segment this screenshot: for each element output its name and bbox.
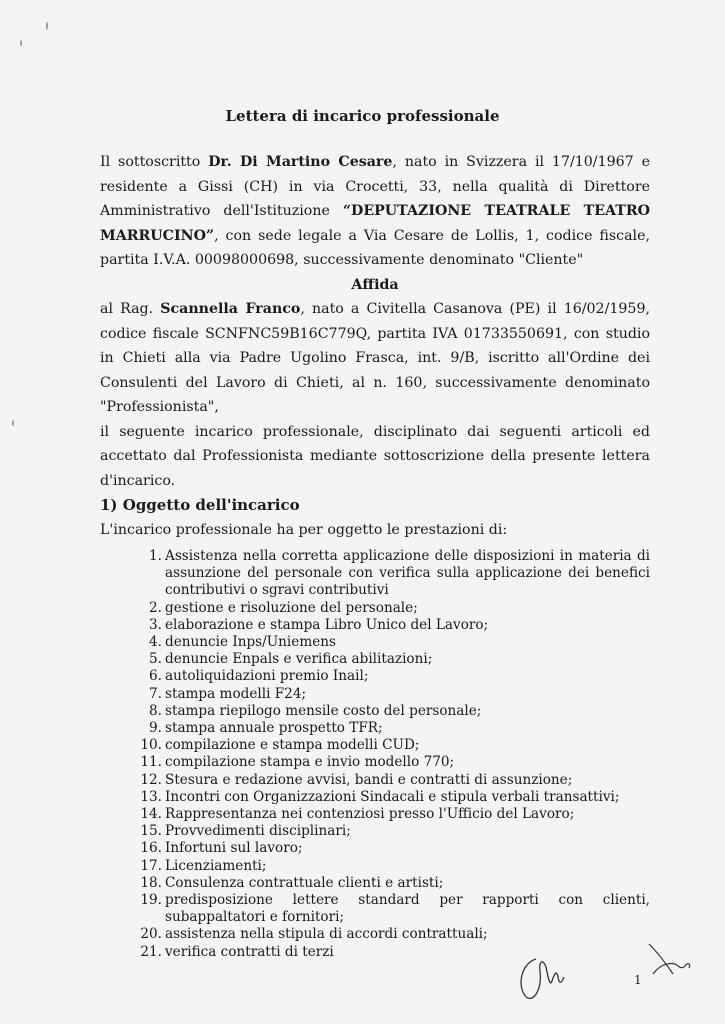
- scan-speck: [12, 420, 14, 426]
- list-item-number: 1.: [149, 548, 162, 564]
- list-item-text: compilazione stampa e invio modello 770;: [165, 754, 455, 771]
- intro-text: , nato in Svizzera il 17/10/1967 e residente a Gissi (CH) in via Crocetti, 33, nella qualità di Direttore Amministrativo dell'Istituzione: [100, 154, 650, 219]
- list-item-text: compilazione e stampa modelli CUD;: [165, 737, 420, 754]
- list-item: [100, 823, 650, 840]
- list-item-text: predisposizione lettere standard per rapporti con clienti, subappaltatori e fornitori;: [165, 892, 650, 926]
- client-name: Dr. Di Martino Cesare: [208, 154, 393, 170]
- intro-text: Il sottoscritto: [100, 154, 209, 170]
- list-item-text: assistenza nella stipula di accordi contrattuali;: [165, 926, 488, 943]
- scan-speck: [46, 22, 48, 30]
- list-item-text: Assistenza nella corretta applicazione delle disposizioni in materia di assunzione del personale con verifica sulla applicazione dei benefici contributivi o sgravi contributivi: [165, 548, 650, 599]
- list-item-text: elaborazione e stampa Libro Unico del Lavoro;: [165, 616, 489, 633]
- list-item-text: Rappresentanza nei contenziosi presso l'Ufficio del Lavoro;: [165, 806, 575, 823]
- professional-name: Scannella Franco: [160, 301, 301, 317]
- list-item-number: 13.: [140, 788, 162, 805]
- list-item: [100, 600, 650, 617]
- list-item-number: 8.: [149, 702, 162, 719]
- list-item-text: Infortuni sul lavoro;: [165, 840, 303, 857]
- list-item-text: verifica contratti di terzi: [165, 943, 334, 960]
- list-item-text: stampa riepilogo mensile costo del personale;: [165, 702, 482, 719]
- list-item-number: 10.: [140, 737, 162, 754]
- list-item-number: 15.: [140, 823, 162, 840]
- scan-speck: [20, 40, 22, 46]
- list-item-number: 3.: [149, 616, 162, 633]
- list-item-text: denuncie Enpals e verifica abilitazioni;: [165, 651, 433, 668]
- list-item: [100, 892, 650, 926]
- initials-mark: [645, 940, 695, 985]
- assignment-paragraph: il seguente incarico professionale, disciplinato dai seguenti articoli ed accettato dal Professionista mediante sottoscrizione della presente lettera d'incarico.: [100, 423, 650, 489]
- list-item-number: 19.: [140, 892, 162, 909]
- list-item-number: 9.: [149, 720, 162, 737]
- document-body: [100, 150, 650, 961]
- list-item-text: gestione e risoluzione del personale;: [165, 599, 418, 616]
- list-item-text: Provvedimenti disciplinari;: [165, 823, 351, 840]
- list-item-number: 2.: [149, 599, 162, 616]
- list-item: [100, 875, 650, 892]
- list-item-number: 16.: [140, 840, 162, 857]
- list-item-number: 7.: [149, 685, 162, 702]
- professional-paragraph: [100, 297, 650, 420]
- list-item-text: stampa annuale prospetto TFR;: [165, 720, 383, 737]
- list-item-number: 18.: [140, 874, 162, 891]
- list-item-number: 4.: [149, 634, 162, 651]
- para-text: al Rag.: [100, 301, 161, 317]
- list-item-number: 17.: [140, 857, 162, 874]
- list-item-text: denuncie Inps/Uniemens: [165, 634, 336, 651]
- page-number: 1: [634, 973, 642, 987]
- para-text: , nato a Civitella Casanova (PE) il 16/02/1959, codice fiscale SCNFNC59B16C779Q, partita IVA 01733550691, con studio in Chieti alla via Padre Ugolino Frasca, int. 9/B, iscritto all'Ordine dei Consulenti del Lavoro di Chieti, al n. 160, successivamente denominato "Professionista",: [100, 301, 650, 415]
- list-item: [100, 651, 650, 668]
- list-item: [100, 772, 650, 789]
- affida-heading: Affida: [351, 276, 399, 293]
- list-item: [100, 703, 650, 720]
- document-title: Lettera di incarico professionale: [225, 107, 500, 125]
- list-item: [100, 754, 650, 771]
- section-intro: L'incarico professionale ha per oggetto le prestazioni di:: [100, 521, 508, 538]
- list-item-text: Consulenza contrattuale clienti e artisti;: [165, 874, 444, 891]
- list-item: [100, 668, 650, 685]
- list-item-text: Incontri con Organizzazioni Sindacali e stipula verbali transattivi;: [165, 788, 620, 805]
- list-item-number: 21.: [140, 943, 162, 960]
- list-item: [100, 686, 650, 703]
- list-item-number: 6.: [149, 668, 162, 685]
- list-item: [100, 806, 650, 823]
- list-item: [100, 926, 650, 943]
- list-item: [100, 858, 650, 875]
- list-item-text: Stesura e redazione avvisi, bandi e contratti di assunzione;: [165, 771, 573, 788]
- list-item: [100, 548, 650, 600]
- list-item: [100, 840, 650, 857]
- list-item: [100, 737, 650, 754]
- list-item: [100, 720, 650, 737]
- list-item-number: 14.: [140, 806, 162, 823]
- intro-text: , con sede legale a Via Cesare de Lollis, 1, codice fiscale, partita I.V.A. 00098000698, successivamente denominato "Cliente": [100, 227, 650, 268]
- list-item-number: 5.: [149, 651, 162, 668]
- list-item-text: stampa modelli F24;: [165, 685, 307, 702]
- list-item-number: 20.: [140, 926, 162, 943]
- list-item-text: autoliquidazioni premio Inail;: [165, 668, 369, 685]
- intro-paragraph: [100, 150, 650, 273]
- list-item-text: Licenziamenti;: [165, 857, 267, 874]
- list-item: [100, 789, 650, 806]
- organization-name: “DEPUTAZIONE TEATRALE TEATRO MARRUCINO”: [100, 203, 650, 244]
- section-heading: 1) Oggetto dell'incarico: [100, 496, 300, 514]
- list-item-number: 11.: [140, 754, 162, 771]
- list-item: [100, 617, 650, 634]
- list-item-number: 12.: [140, 771, 162, 788]
- signature-mark: [512, 945, 582, 1005]
- list-item: [100, 634, 650, 651]
- services-list: [100, 548, 650, 961]
